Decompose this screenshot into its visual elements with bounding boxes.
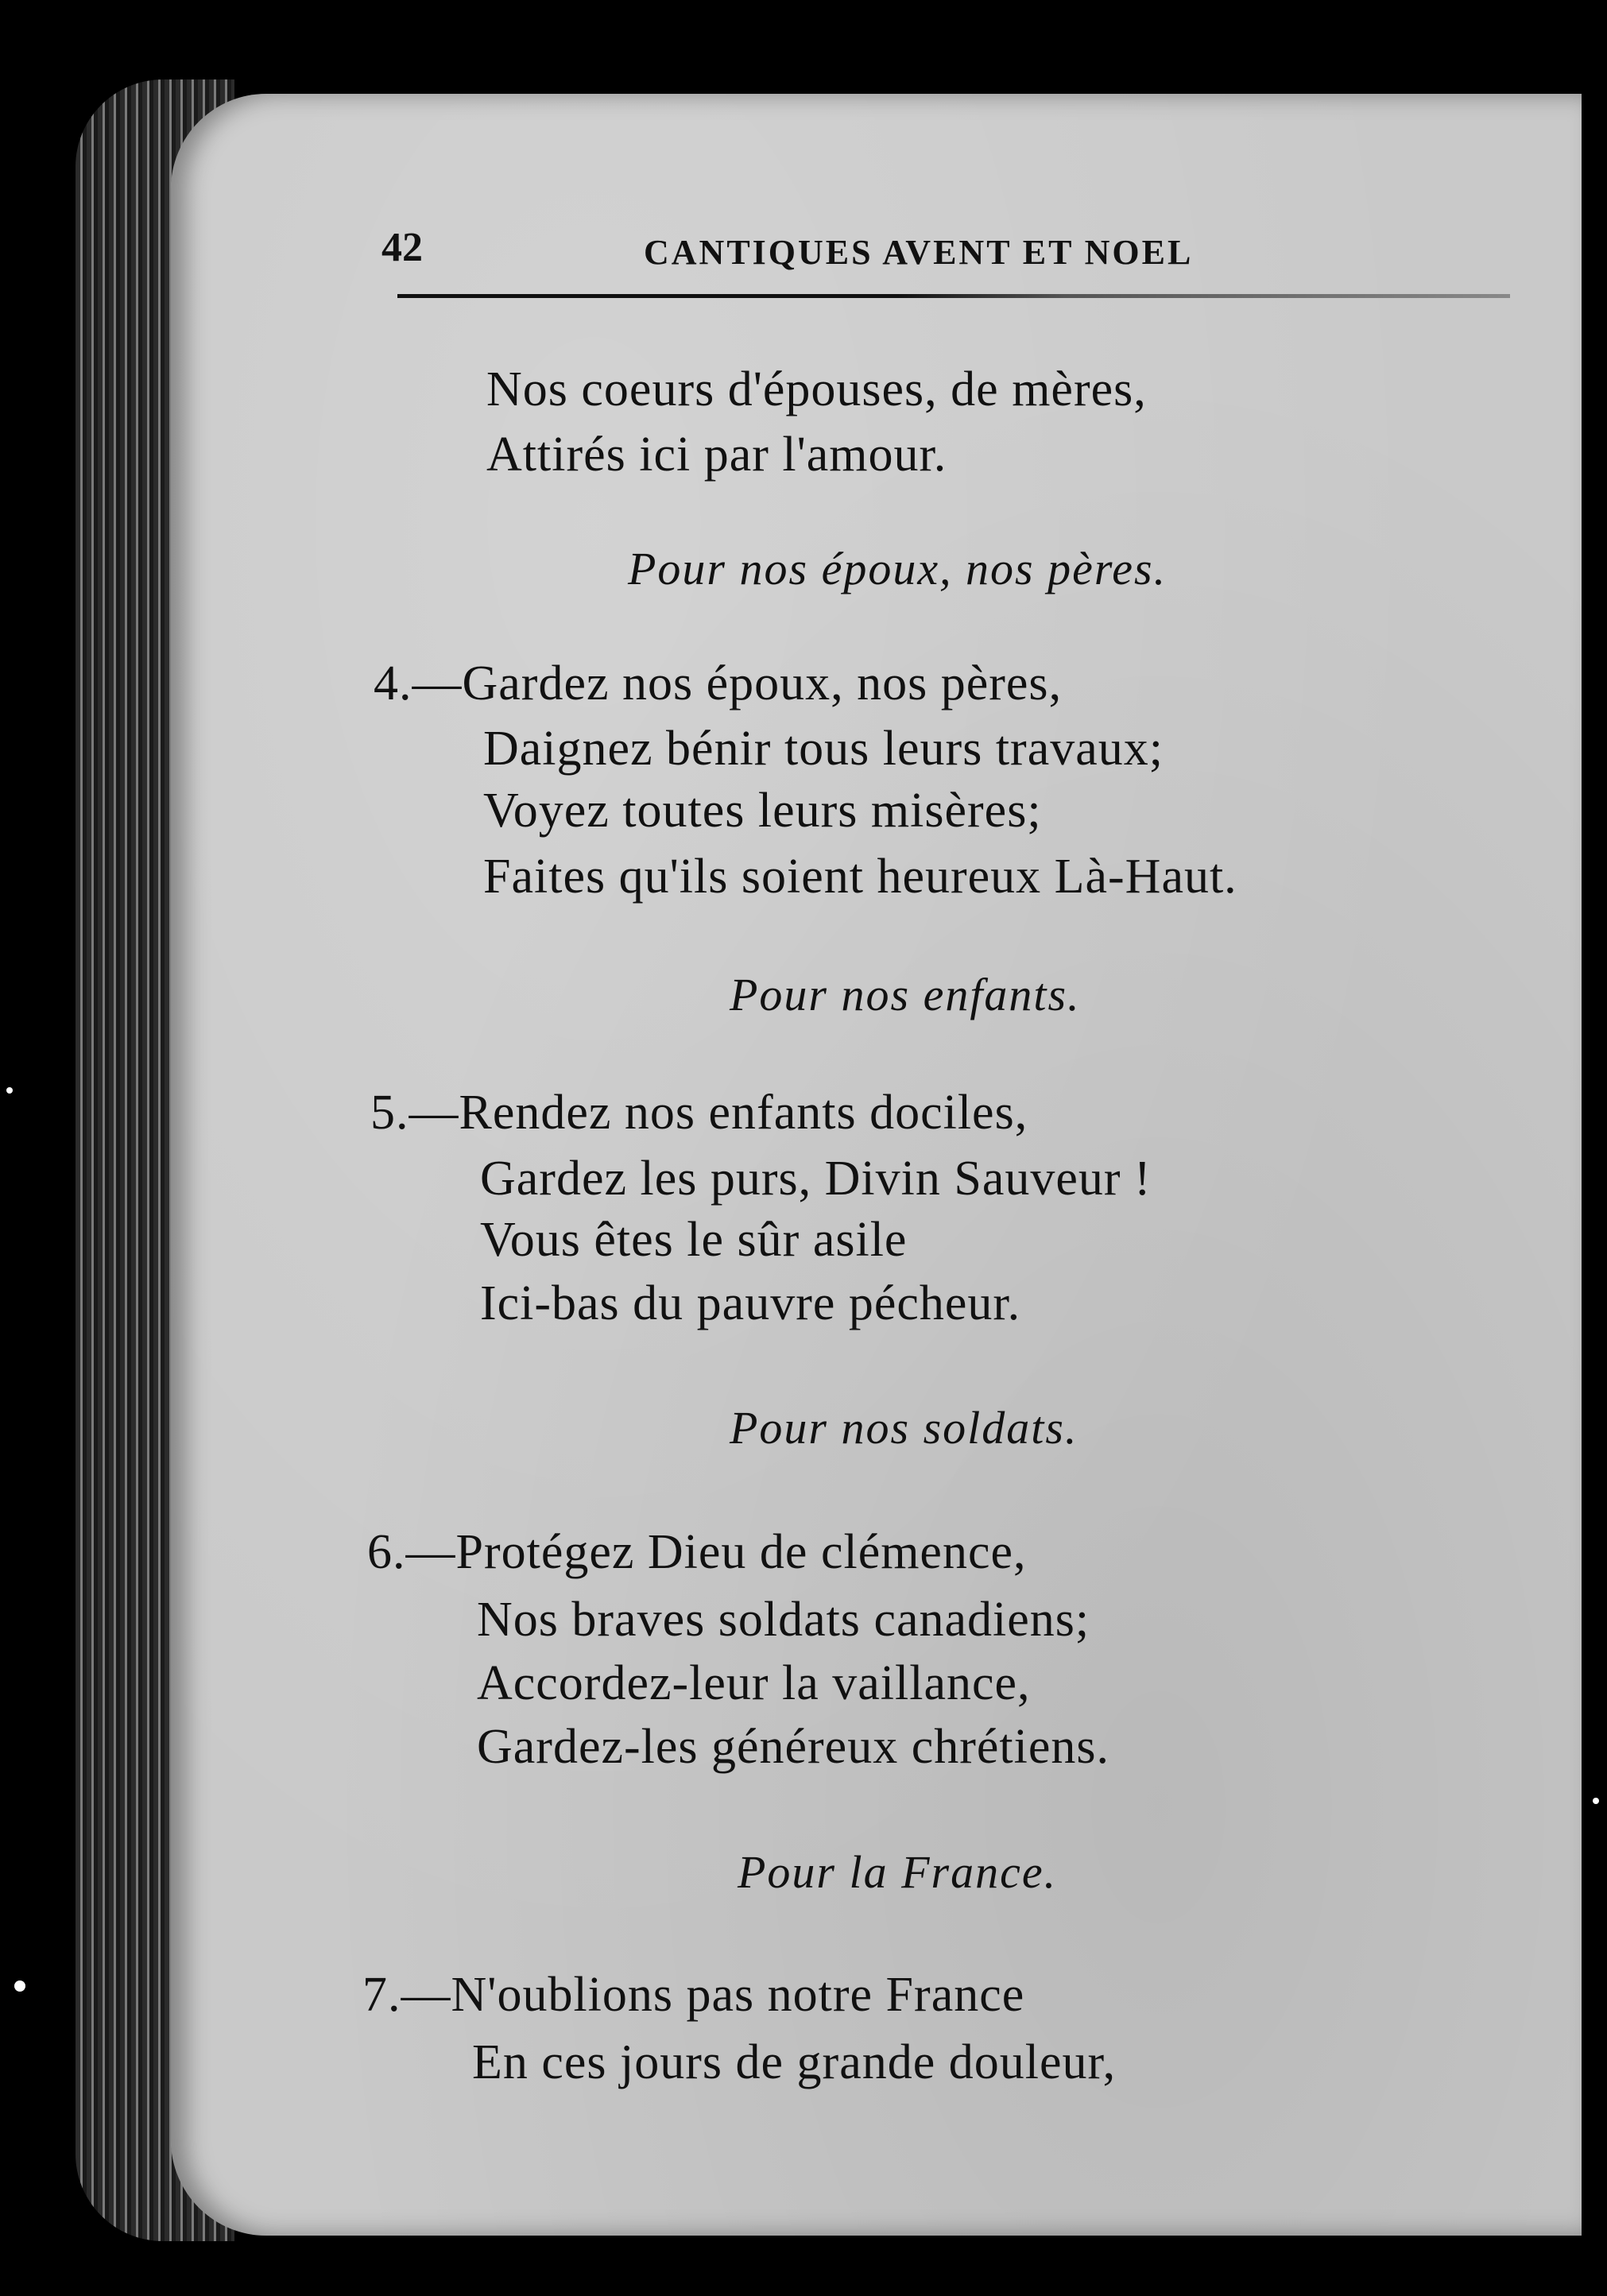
stanza-line: Accordez-leur la vaillance, <box>477 1656 1031 1710</box>
stanza-number: 6.— <box>367 1525 456 1579</box>
stanza-line: Daignez bénir tous leurs travaux; <box>483 722 1164 776</box>
stanza-line: Nos braves soldats canadiens; <box>477 1593 1090 1647</box>
running-title: CANTIQUES AVENT ET NOEL <box>644 233 1194 272</box>
section-heading: Pour la France. <box>738 1846 1058 1898</box>
page-header <box>381 224 1256 280</box>
stanza-line: Gardez les purs, Divin Sauveur ! <box>480 1152 1152 1206</box>
stanza-line: Faites qu'ils soient heureux Là-Haut. <box>483 850 1237 904</box>
section-heading: Pour nos soldats. <box>730 1402 1078 1454</box>
stanza-line: Vous êtes le sûr asile <box>480 1213 908 1267</box>
stanza-number: 5.— <box>370 1086 459 1140</box>
scan-speck <box>6 1087 13 1094</box>
stanza-line: Gardez-les généreux chrétiens. <box>477 1720 1109 1774</box>
stanza-number: 4.— <box>374 656 463 710</box>
stanza-line: 7.—N'oublions pas notre France <box>362 1968 1025 2022</box>
stanza-line: Ici-bas du pauvre pécheur. <box>480 1276 1021 1330</box>
stanza-line: 5.—Rendez nos enfants dociles, <box>370 1086 1028 1140</box>
scan-speck <box>14 1980 25 1992</box>
intro-line: Attirés ici par l'amour. <box>486 428 947 482</box>
scan-speck <box>1593 1798 1599 1804</box>
header-rule <box>397 294 1510 298</box>
page-number: 42 <box>381 225 423 270</box>
stanza-line: 4.—Gardez nos époux, nos pères, <box>374 656 1063 710</box>
section-heading: Pour nos époux, nos pères. <box>628 543 1167 594</box>
stanza-line: 6.—Protégez Dieu de clémence, <box>367 1525 1027 1579</box>
stanza-line: Voyez toutes leurs misères; <box>483 784 1042 838</box>
intro-line: Nos coeurs d'épouses, de mères, <box>486 362 1147 416</box>
stanza-line: En ces jours de grande douleur, <box>472 2035 1117 2089</box>
stanza-number: 7.— <box>362 1968 451 2022</box>
section-heading: Pour nos enfants. <box>730 969 1081 1020</box>
